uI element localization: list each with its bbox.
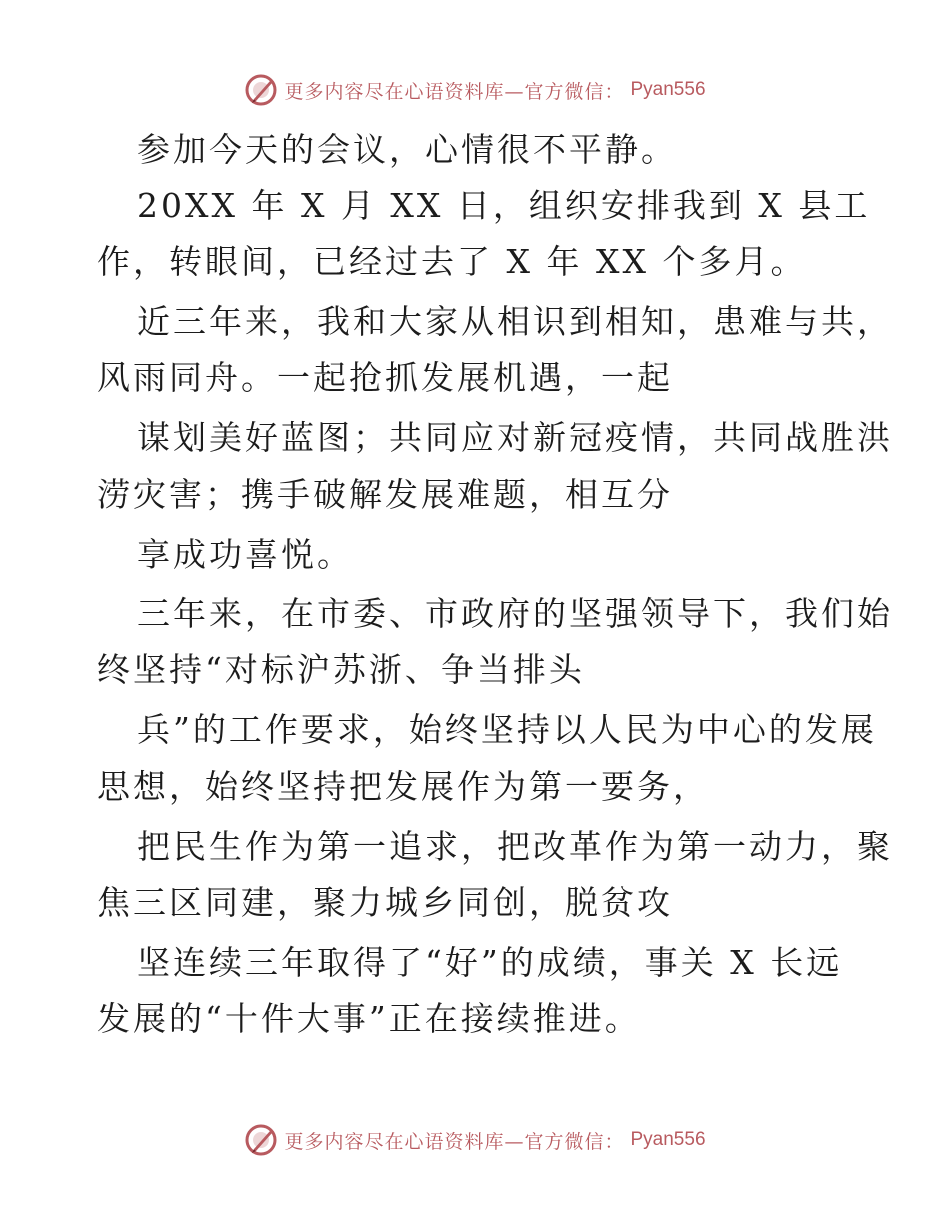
watermark-id: Pyan556 [630,1129,706,1150]
body-line: 思想，始终坚持把发展作为第一要务， [97,767,709,806]
watermark-text: 更多内容尽在心语资料库—官方微信： [284,80,625,103]
body-line: 风雨同舟。一起抢抓发展机遇，一起 [97,358,673,397]
body-line: 坚连续三年取得了“好”的成绩，事关 X 长远 [137,943,843,982]
body-line: 兵”的工作要求，始终坚持以人民为中心的发展 [137,710,877,749]
watermark-id: Pyan556 [630,79,706,100]
body-line: 参加今天的会议，心情很不平静。 [137,130,677,169]
body-line: 享成功喜悦。 [137,535,353,574]
body-line: 涝灾害；携手破解发展难题，相互分 [97,475,673,514]
body-line: 焦三区同建，聚力城乡同创，脱贫攻 [97,883,673,922]
body-line: 谋划美好蓝图；共同应对新冠疫情，共同战胜洪 [137,418,893,457]
body-line: 发展的“十件大事”正在接续推进。 [97,999,641,1038]
body-line: 近三年来，我和大家从相识到相知，患难与共， [137,302,893,341]
logo-icon [244,73,278,107]
body-line: 终坚持“对标沪苏浙、争当排头 [97,650,585,689]
footer-watermark [0,1120,950,1160]
watermark-text: 更多内容尽在心语资料库—官方微信： [284,1130,625,1153]
header-watermark [0,70,950,110]
body-line: 把民生作为第一追求，把改革作为第一动力，聚 [137,827,893,866]
body-line: 三年来，在市委、市政府的坚强领导下，我们始 [137,594,893,633]
logo-icon [244,1123,278,1157]
body-line: 作，转眼间，已经过去了 X 年 XX 个多月。 [97,242,807,281]
body-line: 20XX 年 X 月 XX 日，组织安排我到 X 县工 [137,186,871,225]
